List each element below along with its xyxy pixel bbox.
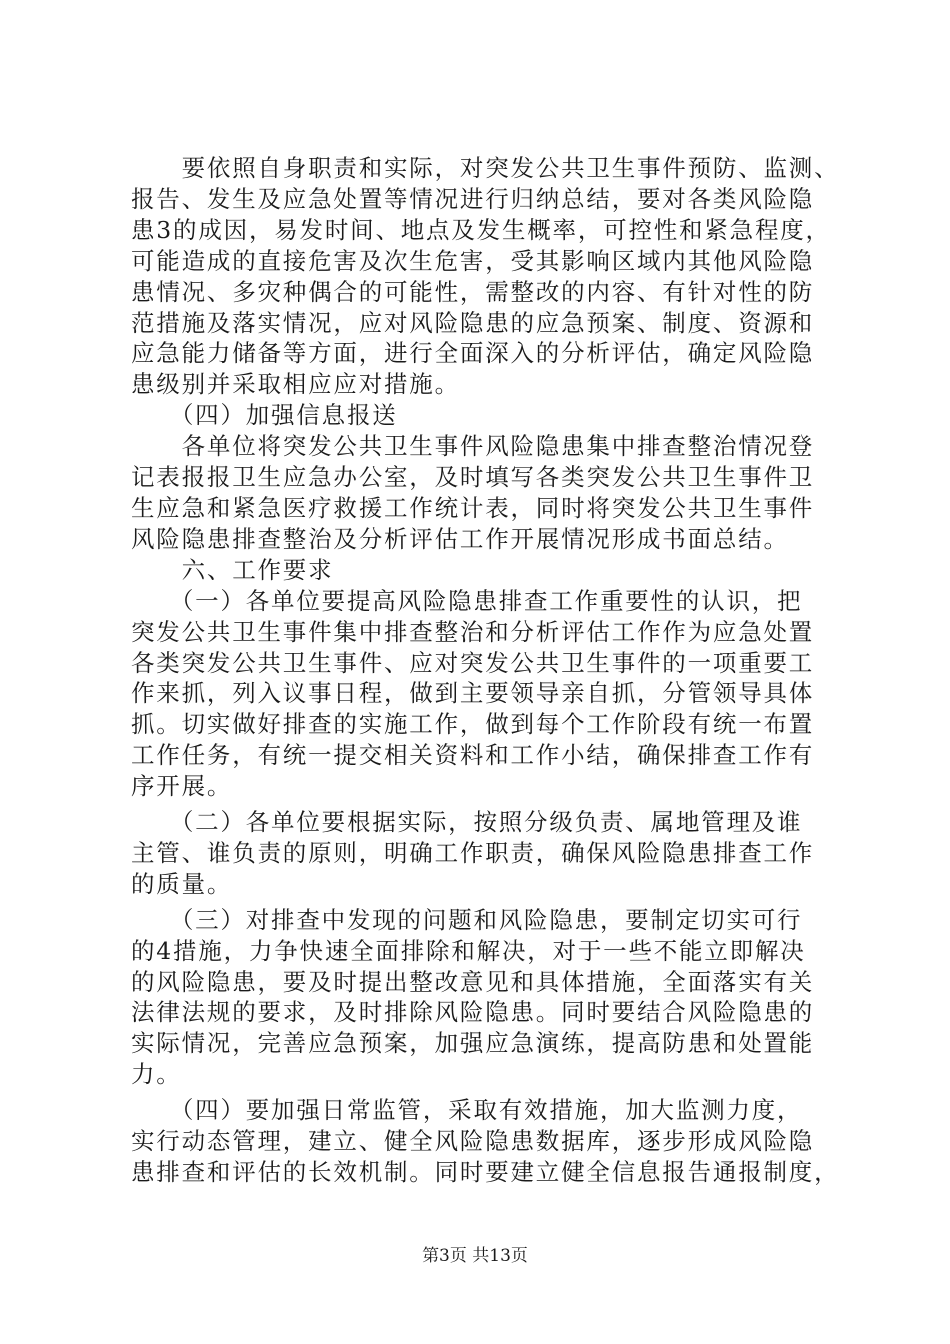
text-line: 各类突发公共卫生事件、应对突发公共卫生事件的一项重要工 [131,648,815,677]
text-line: 的4措施，力争快速全面排除和解决，对于一些不能立即解决 [131,936,806,965]
section-heading: （四）加强信息报送 [131,401,398,430]
text-line: 法律法规的要求，及时排除风险隐患。同时要结合风险隐患的 [131,998,815,1027]
text-line: （三）对排查中发现的问题和风险隐患，要制定切实可行 [131,905,803,934]
text-line: 突发公共卫生事件集中排查整治和分析评估工作作为应急处置 [131,617,815,646]
text-line: 实行动态管理，建立、健全风险隐患数据库，逐步形成风险隐 [131,1127,815,1156]
text-line: 患排查和评估的长效机制。同时要建立健全信息报告通报制度， [131,1158,840,1186]
text-line: 作来抓，列入议事日程，做到主要领导亲自抓，分管领导具体 [131,679,815,708]
text-line: 工作任务，有统一提交相关资料和工作小结，确保排查工作有 [131,741,815,770]
text-line: 主管、谁负责的原则，明确工作职责，确保风险隐患排查工作 [131,838,815,867]
text-line: （二）各单位要根据实际，按照分级负责、属地管理及谁 [131,808,803,837]
text-line: 各单位将突发公共卫生事件风险隐患集中排查整治情况登 [131,432,815,461]
text-line: 风险隐患排查整治及分析评估工作开展情况形成书面总结。 [131,524,789,553]
text-line: 报告、发生及应急处置等情况进行归纳总结，要对各类风险隐 [131,184,815,213]
text-line: （四）要加强日常监管，采取有效措施，加大监测力度， [131,1096,803,1125]
text-line: 患级别并采取相应应对措施。 [131,370,460,399]
text-line: 序开展。 [131,772,233,801]
text-line: 的风险隐患，要及时提出整改意见和具体措施，全面落实有关 [131,967,815,996]
page-footer: 第3页 共13页 [422,1246,528,1266]
text-line: 实际情况，完善应急预案，加强应急演练，提高防患和处置能 [131,1029,815,1058]
document-body [131,153,841,1188]
text-line: 力。 [131,1060,182,1089]
text-line: 范措施及落实情况，应对风险隐患的应急预案、制度、资源和 [131,308,815,337]
text-line: 要依照自身职责和实际，对突发公共卫生事件预防、监测、 [131,154,840,182]
text-line: 应急能力储备等方面，进行全面深入的分析评估，确定风险隐 [131,339,815,368]
text-line: 抓。切实做好排查的实施工作，做到每个工作阶段有统一布置 [131,710,815,739]
text-line: 患情况、多灾种偶合的可能性，需整改的内容、有针对性的防 [131,277,815,306]
text-line: （一）各单位要提高风险隐患排查工作重要性的认识，把 [131,586,803,615]
text-line: 的质量。 [131,869,233,898]
text-line: 患3的成因，易发时间、地点及发生概率，可控性和紧急程度， [131,215,831,244]
text-line: 生应急和紧急医疗救援工作统计表，同时将突发公共卫生事件 [131,493,815,522]
text-line: 记表报报卫生应急办公室，及时填写各类突发公共卫生事件卫 [131,463,815,492]
text-line: 可能造成的直接危害及次生危害，受其影响区域内其他风险隐 [131,246,815,275]
section-heading: 六、工作要求 [131,555,334,584]
